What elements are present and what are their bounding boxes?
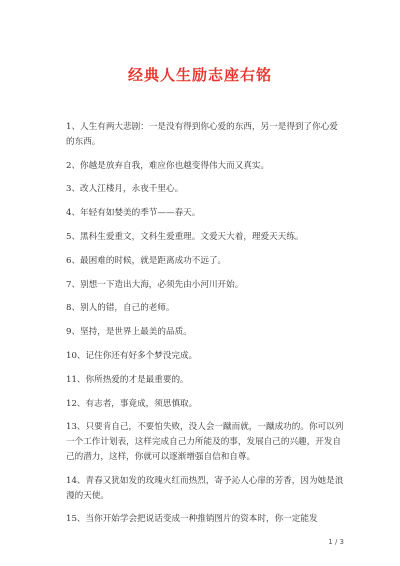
list-item [66, 420, 344, 464]
list-item [66, 373, 344, 388]
quote-text: 14、青春又犹如发的玫瑰火红而热烈，寄予沁人心扉的芳香，因为她是浪漫的天使。 [66, 475, 344, 501]
quote-text: 11、你所热爱的才是最重要的。 [66, 374, 189, 385]
document-title: 经典人生励志座右铭 [127, 66, 272, 84]
list-item [66, 278, 344, 293]
quote-text: 5、黑科生爱重文，文科生爱重理。文爱天大着，理爱天天练。 [66, 231, 304, 242]
list-item [66, 474, 344, 504]
list-item [66, 254, 344, 269]
quote-text: 13、只要肯自己，不要怕失败，没人会一蹴而就，一蹴成功的。你可以列一个工作计划表，这样完成自己力所能及的事，发展自己的兴趣，开发自己的潜力，这样，你就可以逐渐增强自信和自尊。 [66, 422, 344, 462]
quote-text: 10、记住你还有好多个梦没完成。 [66, 350, 198, 361]
quote-text: 15、当你开始学会把说话变成一种推销图片的资本时，你一定能发 [66, 514, 318, 525]
list-item [66, 512, 344, 527]
page-number: 1 / 3 [328, 538, 344, 546]
quote-text: 6、最困难的时候，就是距离成功不远了。 [66, 255, 227, 266]
list-item [66, 206, 344, 221]
list-item [66, 182, 344, 197]
list-item [66, 397, 344, 412]
quote-text: 7、别想一下造出大海，必须先由小河川开始。 [66, 279, 244, 290]
list-item [66, 120, 344, 150]
list-item [66, 325, 344, 340]
list-item [66, 230, 344, 245]
quote-text: 4、年轻有如婪美的季节——春天。 [66, 208, 201, 219]
list-item [66, 159, 344, 174]
quote-list [66, 120, 344, 536]
list-item [66, 349, 344, 364]
quote-text: 3、改人江楼月，永夜千里心。 [66, 184, 184, 195]
list-item [66, 301, 344, 316]
quote-text: 9、坚持，是世界上最美的品质。 [66, 327, 192, 338]
quote-text: 1、人生有两大悲剧：一是没有得到你心爱的东西，另一是得到了你心爱的东西。 [66, 122, 338, 147]
quote-text: 8、别人的错，自己的老师。 [66, 303, 175, 314]
quote-text: 2、你越是放弃自我，难应你也越变得伟大而又真实。 [66, 160, 270, 171]
quote-text: 12、有志者，事竟成，须思慎取。 [66, 398, 198, 409]
